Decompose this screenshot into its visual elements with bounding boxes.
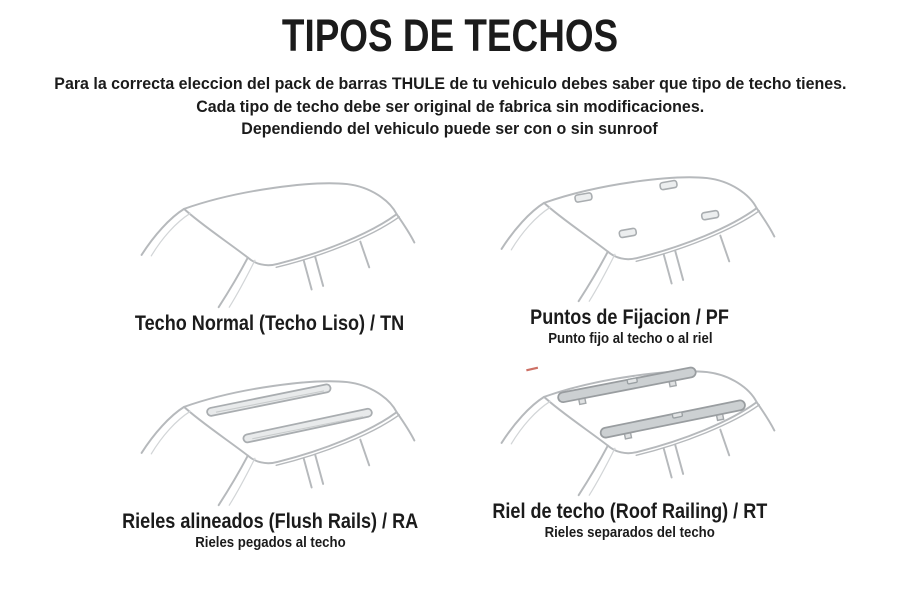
roof-railing-illustration <box>475 356 785 498</box>
roof-base-rt <box>502 371 775 495</box>
roof-type-caption: Rieles alineados (Flush Rails) / RA <box>121 510 419 533</box>
roof-type-caption: Riel de techo (Roof Railing) / RT <box>492 500 768 523</box>
roof-type-subtitle: Rieles pegados al techo <box>194 534 346 551</box>
roof-type-panel-ra <box>95 366 445 551</box>
roof-base-tn <box>142 183 415 307</box>
roof-base-pf <box>502 177 775 301</box>
page-title-text: TIPOS DE TECHOS <box>281 10 619 61</box>
intro-line-1: Para la correcta eleccion del pack de barras THULE de tu vehiculo debes saber que tipo de techo tienes. <box>53 74 847 93</box>
intro-paragraph <box>0 73 900 141</box>
roof-type-caption: Techo Normal (Techo Liso) / TN <box>135 312 405 335</box>
roof-type-caption: Puntos de Fijacion / PF <box>530 306 730 329</box>
page-title <box>0 10 900 62</box>
intro-line-3: Dependiendo del vehiculo puede ser con o sin sunroof <box>241 119 659 138</box>
roof-type-subtitle: Rieles separados del techo <box>544 524 716 541</box>
roof-flush-rails-illustration <box>115 366 425 508</box>
red-artifact-mark <box>526 368 538 371</box>
roof-type-panel-pf <box>455 162 805 347</box>
roof-type-subtitle: Punto fijo al techo o al riel <box>547 330 713 347</box>
roof-fixpoints-illustration <box>475 162 785 304</box>
roof-type-panel-tn <box>95 168 445 336</box>
roof-normal-illustration <box>115 168 425 310</box>
intro-line-2: Cada tipo de techo debe ser original de fabrica sin modificaciones. <box>196 96 704 116</box>
roof-type-panel-rt <box>455 356 805 541</box>
